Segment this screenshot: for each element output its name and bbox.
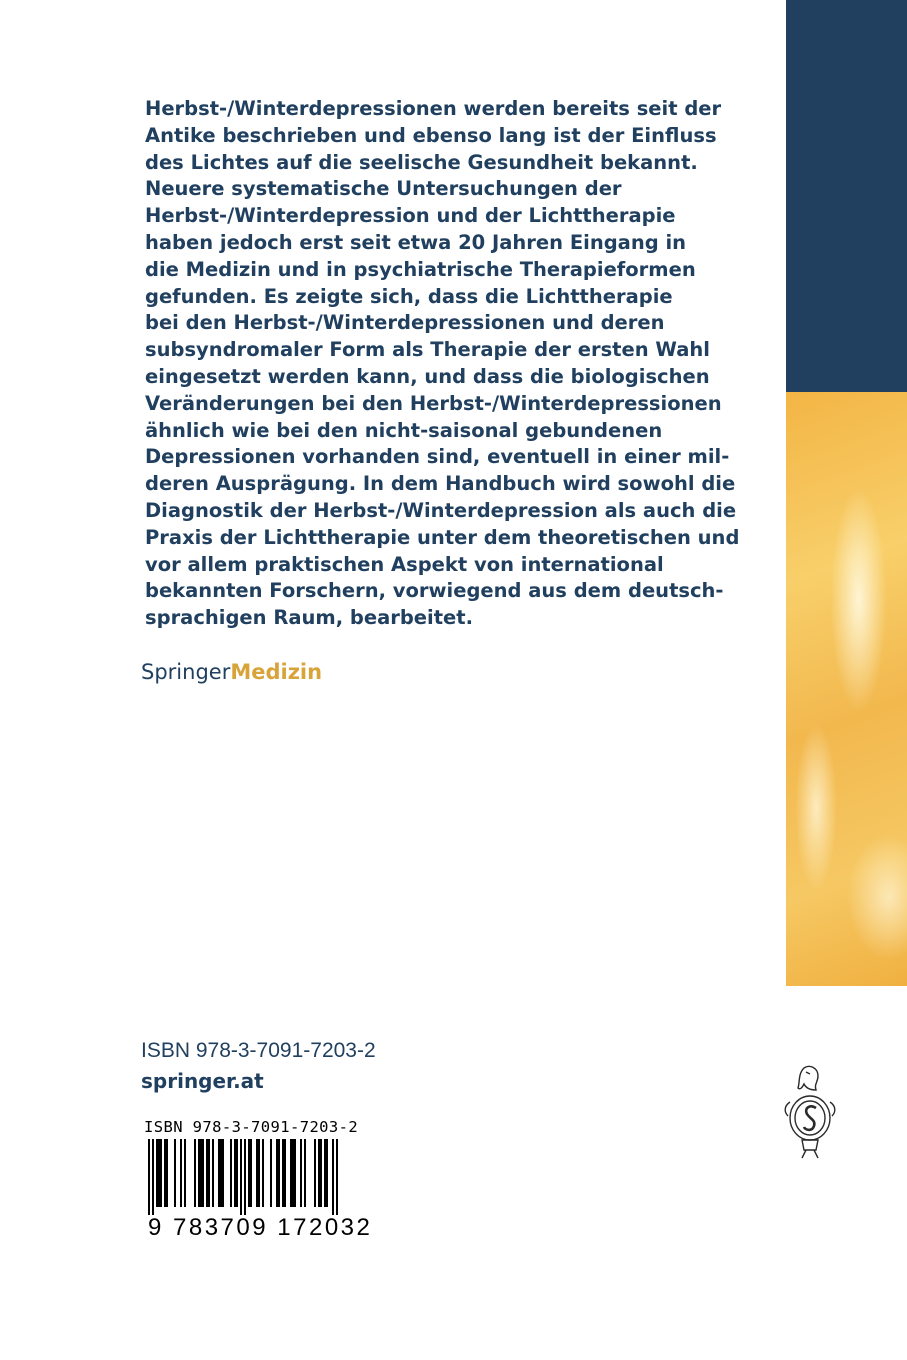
- barcode-bar: [270, 1139, 272, 1207]
- blurb-line: bei den Herbst-/Winterdepressionen und deren: [145, 311, 665, 335]
- blurb-line: haben jedoch erst seit etwa 20 Jahren Eingang in: [145, 230, 687, 254]
- barcode-bar: [276, 1139, 278, 1207]
- barcode-bar: [234, 1139, 236, 1207]
- ean-barcode: [148, 1139, 343, 1215]
- barcode-bar: [164, 1139, 166, 1207]
- imprint-medizin: Medizin: [230, 660, 323, 684]
- blurb-line: vor allem praktischen Aspekt von international: [145, 552, 664, 576]
- blurb-line: subsyndromaler Form als Therapie der ersten Wahl: [145, 338, 710, 362]
- barcode-bar: [314, 1139, 316, 1207]
- blurb-line: deren Ausprägung. In dem Handbuch wird sowohl die: [145, 472, 736, 496]
- barcode-digits: 9 783709 172032: [148, 1214, 373, 1241]
- imprint-logo-text: [141, 660, 322, 684]
- barcode-bar: [304, 1139, 306, 1207]
- barcode-bar: [244, 1139, 246, 1215]
- barcode-bar: [294, 1139, 296, 1207]
- barcode-bar: [318, 1139, 320, 1207]
- barcode-bar: [158, 1139, 160, 1207]
- barcode-bar: [326, 1139, 328, 1207]
- barcode-bar: [202, 1139, 204, 1207]
- blurb-line: gefunden. Es zeigte sich, dass die Lichttherapie: [145, 284, 673, 308]
- barcode-bar: [300, 1139, 302, 1207]
- blurb-line: Depressionen vorhanden sind, eventuell in einer mil-: [145, 445, 730, 469]
- barcode-bar: [250, 1139, 252, 1207]
- barcode-bar: [262, 1139, 264, 1207]
- barcode-bar: [208, 1139, 210, 1207]
- barcode-bar: [258, 1139, 260, 1207]
- barcode-bar: [220, 1139, 222, 1207]
- blurb-line: die Medizin und in psychiatrische Therapieformen: [145, 257, 696, 281]
- blurb-line: eingesetzt werden kann, und dass die biologischen: [145, 364, 710, 388]
- barcode-bar: [156, 1139, 158, 1207]
- barcode-bar: [152, 1139, 154, 1215]
- blurb-line: ähnlich wie bei den nicht-saisonal gebundenen: [145, 418, 663, 442]
- barcode-bar: [292, 1139, 294, 1207]
- barcode-bar: [174, 1139, 176, 1207]
- barcode-bar: [324, 1139, 326, 1207]
- barcode-bar: [212, 1139, 214, 1207]
- barcode-bar: [180, 1139, 182, 1207]
- blurb-line: Antike beschrieben und ebenso lang ist der Einfluss: [145, 123, 717, 147]
- blurb-line: Praxis der Lichttherapie unter dem theoretischen und: [145, 525, 740, 549]
- barcode-bar: [284, 1139, 286, 1207]
- cover-band-blue: [786, 0, 907, 392]
- barcode-bar: [248, 1139, 250, 1207]
- blurb-text: [145, 96, 745, 632]
- springer-knight-icon: [780, 1062, 840, 1162]
- blurb-line: Herbst-/Winterdepressionen werden bereits seit der: [145, 97, 722, 120]
- barcode-bar: [148, 1139, 150, 1215]
- blurb-line: Veränderungen bei den Herbst-/Winterdepressionen: [145, 391, 722, 415]
- barcode-bar: [336, 1139, 338, 1215]
- barcode-bar: [240, 1139, 242, 1215]
- isbn-number: ISBN 978-3-7091-7203-2: [141, 1039, 376, 1062]
- barcode-isbn-label: ISBN 978-3-7091-7203-2: [144, 1118, 359, 1136]
- blurb-line: Herbst-/Winterdepression und der Lichttherapie: [145, 204, 676, 228]
- blurb-line: Neuere systematische Untersuchungen der: [145, 177, 622, 201]
- cover-band-yellow: [786, 392, 907, 986]
- blurb-line: bekannten Forschern, vorwiegend aus dem deutsch-: [145, 579, 724, 603]
- blurb-line: Diagnostik der Herbst-/Winterdepression als auch die: [145, 498, 737, 522]
- barcode-bar: [222, 1139, 224, 1207]
- barcode-bar: [256, 1139, 258, 1207]
- barcode-bar: [206, 1139, 208, 1207]
- barcode-bar: [278, 1139, 280, 1207]
- barcode-bar: [236, 1139, 238, 1207]
- barcode-bar: [230, 1139, 232, 1207]
- blurb-line: des Lichtes auf die seelische Gesundheit bekannt.: [145, 150, 698, 174]
- barcode-bar: [282, 1139, 284, 1207]
- barcode-bar: [160, 1139, 162, 1207]
- imprint-springer: Springer: [141, 660, 231, 684]
- barcode-bar: [194, 1139, 196, 1207]
- blurb-line: sprachigen Raum, bearbeitet.: [145, 606, 473, 630]
- barcode-bar: [320, 1139, 322, 1207]
- barcode-bar: [218, 1139, 220, 1207]
- barcode-bar: [166, 1139, 168, 1207]
- barcode-bar: [200, 1139, 202, 1207]
- barcode-bar: [198, 1139, 200, 1207]
- website-link[interactable]: springer.at: [141, 1069, 264, 1093]
- barcode-bar: [332, 1139, 334, 1215]
- barcode-bar: [290, 1139, 292, 1207]
- barcode-bar: [184, 1139, 186, 1207]
